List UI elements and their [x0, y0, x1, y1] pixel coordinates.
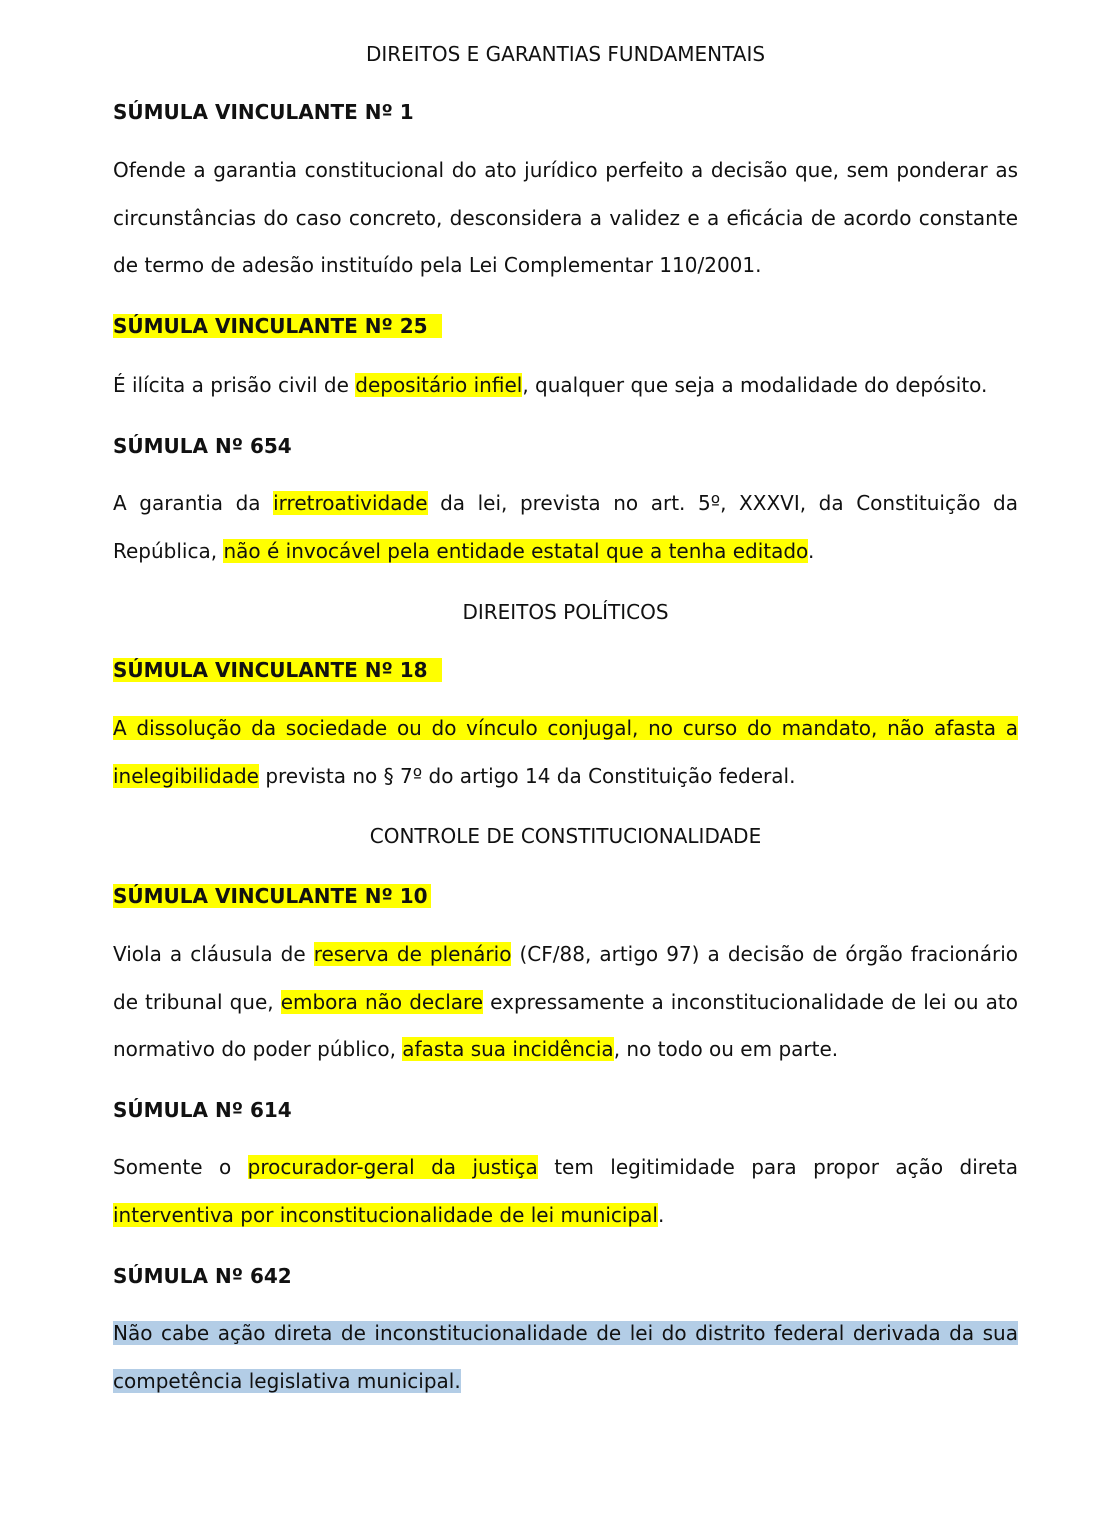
sv18-highlight-1: A dissolução da sociedade ou do vínculo conjugal, no curso do mandato, não afasta a inelegibilidade [113, 716, 1018, 788]
s654-text-2: da lei, prevista no art. 5º, XXXVI, da Constituição da República, [113, 491, 1018, 563]
section-heading-controle: CONTROLE DE CONSTITUCIONALIDADE [369, 824, 762, 848]
sv25-text-2: , qualquer que seja a modalidade do depósito. [522, 373, 988, 397]
sumula-614-text[interactable] [113, 1144, 1018, 1239]
s614-highlight-2: interventiva por inconstitucionalidade de lei municipal [113, 1202, 658, 1227]
s654-highlight-1: irretroatividade [273, 491, 428, 515]
sumula-654-heading: SÚMULA Nº 654 [113, 434, 292, 458]
sumula-614-heading: SÚMULA Nº 614 [113, 1098, 292, 1122]
sv10-text-4: , no todo ou em parte. [613, 1037, 839, 1061]
s654-text-1: A garantia da [113, 491, 274, 515]
s614-text-2: tem legitimidade para propor ação direta [537, 1155, 1018, 1179]
sv25-highlight-1: depositário infiel [355, 373, 523, 397]
sv25-text-1: É ilícita a prisão civil de [113, 373, 356, 397]
sumula-vinculante-10-text[interactable] [113, 931, 1018, 1074]
sumula-vinculante-10-heading-highlight: SÚMULA VINCULANTE Nº 10 [113, 884, 431, 908]
sumula-642-text[interactable] [113, 1310, 1018, 1405]
sumula-vinculante-1-heading: SÚMULA VINCULANTE Nº 1 [113, 100, 414, 124]
sv10-text-2: (CF/88, artigo 97) a decisão de órgão fracionário de tribunal que, [113, 942, 1018, 1014]
sumula-642-heading: SÚMULA Nº 642 [113, 1264, 292, 1288]
s614-text-1: Somente o [113, 1155, 248, 1179]
sumula-vinculante-18-heading [113, 656, 1018, 684]
sv10-highlight-2: embora não declare [280, 989, 484, 1014]
sumula-vinculante-18-text[interactable] [113, 705, 1018, 800]
sv10-highlight-1: reserva de plenário [313, 942, 512, 966]
section-heading-politicos: DIREITOS POLÍTICOS [462, 600, 669, 624]
sumula-vinculante-25-heading-highlight: SÚMULA VINCULANTE Nº 25 [113, 314, 442, 338]
sumula-vinculante-10-heading [113, 882, 1018, 910]
sv10-text-3: expressamente a inconstitucionalidade de lei ou ato normativo do poder público, [113, 989, 1018, 1061]
s614-highlight-1: procurador-geral da justiça [247, 1155, 538, 1179]
s654-text-3: . [807, 538, 815, 563]
sv10-highlight-3: afasta sua incidência [402, 1037, 614, 1061]
sumula-vinculante-25-text[interactable] [113, 362, 1018, 410]
section-heading-fundamentais: DIREITOS E GARANTIAS FUNDAMENTAIS [365, 42, 766, 66]
s614-text-3: . [657, 1202, 665, 1227]
sumula-vinculante-18-heading-highlight: SÚMULA VINCULANTE Nº 18 [113, 658, 442, 682]
sumula-vinculante-1-text[interactable]: Ofende a garantia constitucional do ato jurídico perfeito a decisão que, sem ponderar as circunstâncias do caso concreto, desconsidera a validez e a eficácia de acordo constante de termo de adesão instituído pela Lei Complementar 110/2001. [113, 158, 1018, 277]
sumula-vinculante-25-heading [113, 312, 1018, 340]
sumula-654-text[interactable] [113, 480, 1018, 575]
s642-selected-text[interactable]: Não cabe ação direta de inconstitucionalidade de lei do distrito federal derivada da sua competência legislativa municipal. [113, 1321, 1018, 1393]
sv18-text-1: prevista no § 7º do artigo 14 da Constituição federal. [258, 763, 796, 788]
s654-highlight-2: não é invocável pela entidade estatal que a tenha editado [223, 538, 808, 563]
sv10-text-1: Viola a cláusula de [113, 942, 314, 966]
